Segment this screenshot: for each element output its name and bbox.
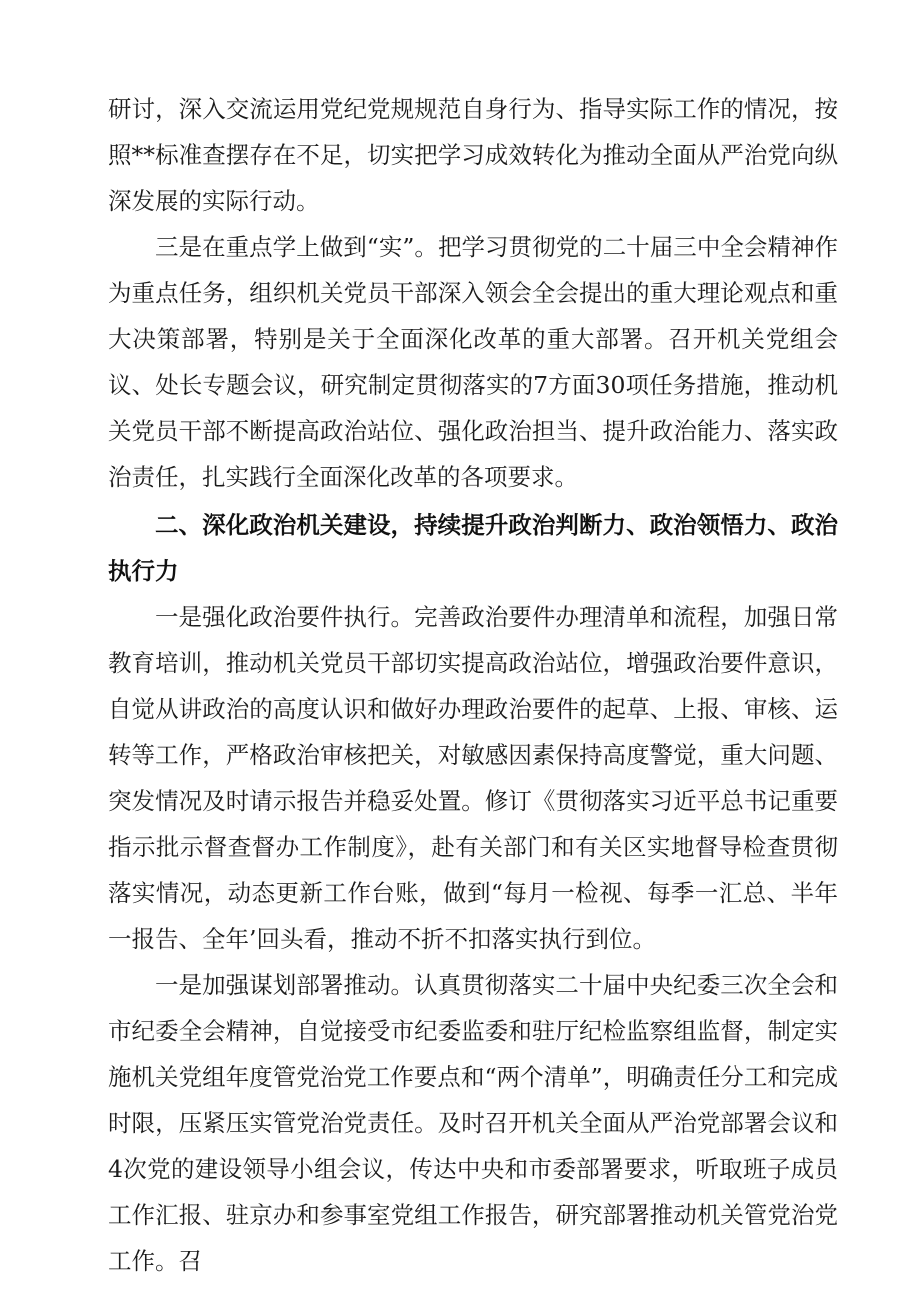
paragraph-continuation: 研讨，深入交流运用党纪党规规范自身行为、指导实际工作的情况，按照**标准查摆存在不足，切实把学习成效转化为推动全面从严治党向纵深发展的实际行动。 [108, 95, 838, 215]
paragraph-political-documents: 一是强化政治要件执行。完善政治要件办理清单和流程，加强日常教育培训，推动机关党员干部切实提高政治站位，增强政治要件意识，自觉从讲政治的高度认识和做好办理政治要件的起草、上报、审核、运转等工作，严格政治审核把关，对敏感因素保持高度警觉，重大问题、突发情况及时请示报告并稳妥处置。修订《贯彻落实习近平总书记重要指示批示督查督办工作制度》，赴有关部门和有关区实地督导检查贯彻落实情况，动态更新工作台账，做到“每月一检视、每季一汇总、半年一报告、全年’回头看，推动不折不扣落实执行到位。 [108, 603, 838, 953]
section-heading-political-organ: 二、深化政治机关建设，持续提升政治判断力、政治领悟力、政治执行力 [108, 511, 838, 585]
paragraph-focus-study: 三是在重点学上做到“实”。把学习贯彻党的二十届三中全会精神作为重点任务，组织机关党员干部深入领会全会提出的重大理论观点和重大决策部署，特别是关于全面深化改革的重大部署。召开机关党组会议、处长专题会议，研究制定贯彻落实的7方面30项任务措施，推动机关党员干部不断提高政治站位、强化政治担当、提升政治能力、落实政治责任，扎实践行全面深化改革的各项要求。 [108, 233, 838, 491]
document-body [108, 86, 838, 1284]
paragraph-planning-deployment: 一是加强谋划部署推动。认真贯彻落实二十届中央纪委三次全会和市纪委全会精神，自觉接受市纪委监委和驻厅纪检监察组监督，制定实施机关党组年度管党治党工作要点和“两个清单”，明确责任分工和完成时限，压紧压实管党治党责任。及时召开机关全面从严治党部署会议和4次党的建设领导小组会议，传达中央和市委部署要求，听取班子成员工作汇报、驻京办和参事室党组工作报告，研究部署推动机关管党治党工作。召 [108, 971, 838, 1275]
